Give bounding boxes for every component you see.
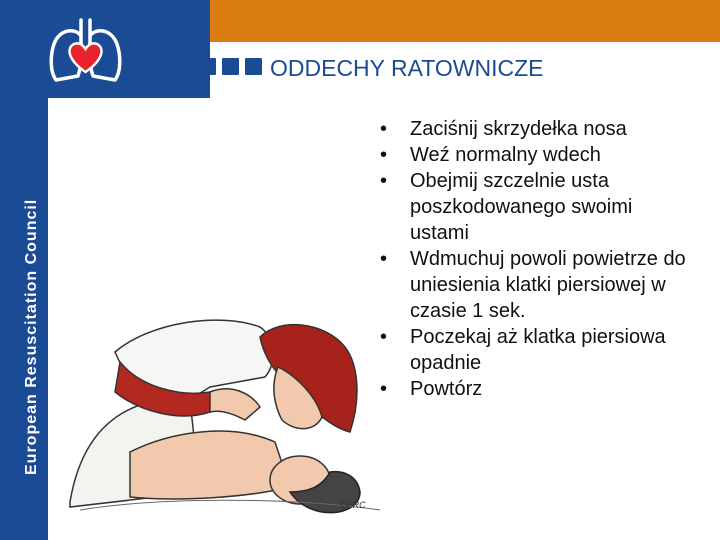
instruction-list — [380, 116, 695, 402]
square-decoration — [222, 58, 239, 75]
list-item: • Poczekaj aż klatka piersiowa opadnie — [380, 324, 695, 376]
page-title: ODDECHY RATOWNICZE — [270, 55, 544, 81]
illustration-signature: ©ERC — [340, 500, 366, 510]
square-decoration — [199, 58, 216, 75]
list-item: • Wdmuchuj powoli powietrze do uniesienia klatki piersiowej w czasie 1 sek. — [380, 246, 695, 324]
list-item: • Zaciśnij skrzydełka nosa — [380, 116, 695, 142]
title-squares-decoration — [199, 58, 262, 75]
list-item: • Powtórz — [380, 376, 695, 402]
square-decoration — [245, 58, 262, 75]
organization-name: European Resuscitation Council — [23, 198, 40, 475]
rescue-breathing-illustration — [60, 292, 390, 522]
list-item: • Weź normalny wdech — [380, 142, 695, 168]
lungs-heart-icon — [48, 14, 123, 84]
list-item: • Obejmij szczelnie usta poszkodowanego swoimi ustami — [380, 168, 695, 246]
top-accent-bar — [210, 0, 720, 42]
